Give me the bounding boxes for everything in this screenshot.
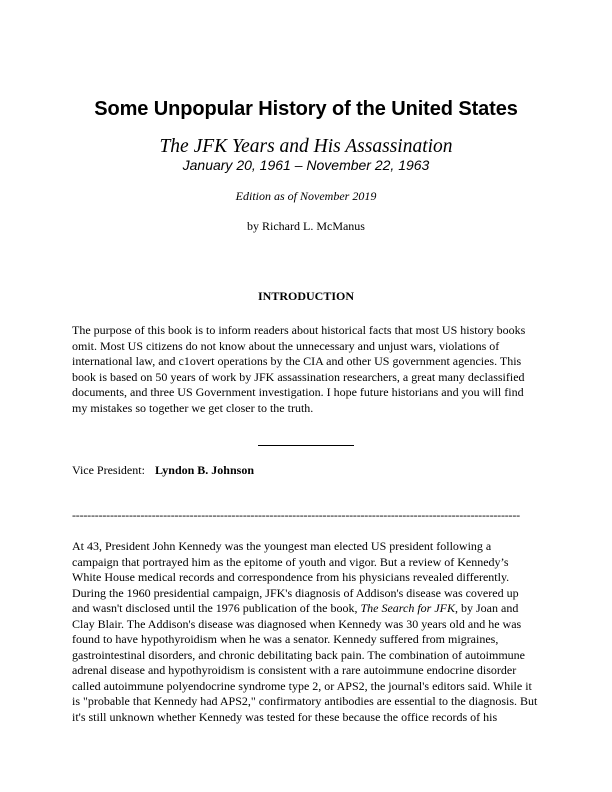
body-line: called autoimmune polyendocrine syndrome type 2, or APS2, the journal's editors said. While it xyxy=(72,678,532,693)
body-line xyxy=(72,601,542,617)
body-line: campaign that portrayed him as the epitome of youth and vigor. But a review of Kennedy’s xyxy=(72,554,509,569)
intro-paragraph xyxy=(72,323,542,416)
body-line: found to have hypothyroidism when he was a senator. Kennedy suffered from migraines, xyxy=(72,632,499,646)
dashed-separator: ---------------------------------------------------------------------------------------------------------------------- xyxy=(72,508,520,522)
body-line: White House medical records and correspondence from his physicians revealed differently. xyxy=(72,570,510,584)
section-heading: INTRODUCTION xyxy=(257,289,354,303)
body-line: Clay Blair. The Addison's disease was diagnosed when Kennedy was 30 years old and he was xyxy=(72,616,522,631)
body-line: is "probable that Kennedy had APS2," confirmatory antibodies are essential to the diagnosis. But xyxy=(72,694,538,708)
body-line: During the 1960 presidential campaign, JFK's diagnosis of Addison's disease was covered up xyxy=(72,585,519,600)
vice-president-line xyxy=(72,463,254,478)
intro-line: international law, and c1overt operations by the CIA and other US government agencies. This xyxy=(72,354,522,368)
document-title: Some Unpopular History of the United States xyxy=(94,98,518,120)
intro-line: my mistakes so together we get closer to the truth. xyxy=(72,400,314,415)
document-dates: January 20, 1961 – November 22, 1963 xyxy=(182,157,430,173)
body-paragraph xyxy=(72,539,542,725)
body-line: adrenal disease and hypothyroidism is consistent with a rare autoimmune endocrine disorder xyxy=(72,663,517,677)
vice-president-label: Vice President: xyxy=(72,463,145,477)
intro-line: The purpose of this book is to inform readers about historical facts that most US history books xyxy=(72,323,526,337)
section-divider xyxy=(258,445,354,446)
vice-president-name: Lyndon B. Johnson xyxy=(154,463,254,477)
author-line: by Richard L. McManus xyxy=(247,219,365,233)
intro-line: omit. Most US citizens do not know about the unnecessary and unjust wars, violations of xyxy=(72,338,500,353)
body-text-segment: and wasn't disclosed until the 1976 publication of the book, xyxy=(72,601,361,615)
intro-line: documents, and three US Government investigation. I hope future historians and you will find xyxy=(72,385,524,399)
body-line: At 43, President John Kennedy was the youngest man elected US president following a xyxy=(72,539,492,553)
edition-note: Edition as of November 2019 xyxy=(235,189,377,203)
intro-line: book is based on 50 years of work by JFK assassination researchers, a great many declassified xyxy=(72,369,525,384)
document-subtitle: The JFK Years and His Assassination xyxy=(159,136,453,157)
body-line: gastrointestinal disorders, and chronic debilitating back pain. The combination of autoimmune xyxy=(72,647,525,662)
body-text-segment: , by Joan and xyxy=(455,601,519,615)
body-line: it's still unknown whether Kennedy was tested for these because the office records of his xyxy=(72,709,498,724)
book-title: The Search for JFK xyxy=(360,601,455,615)
